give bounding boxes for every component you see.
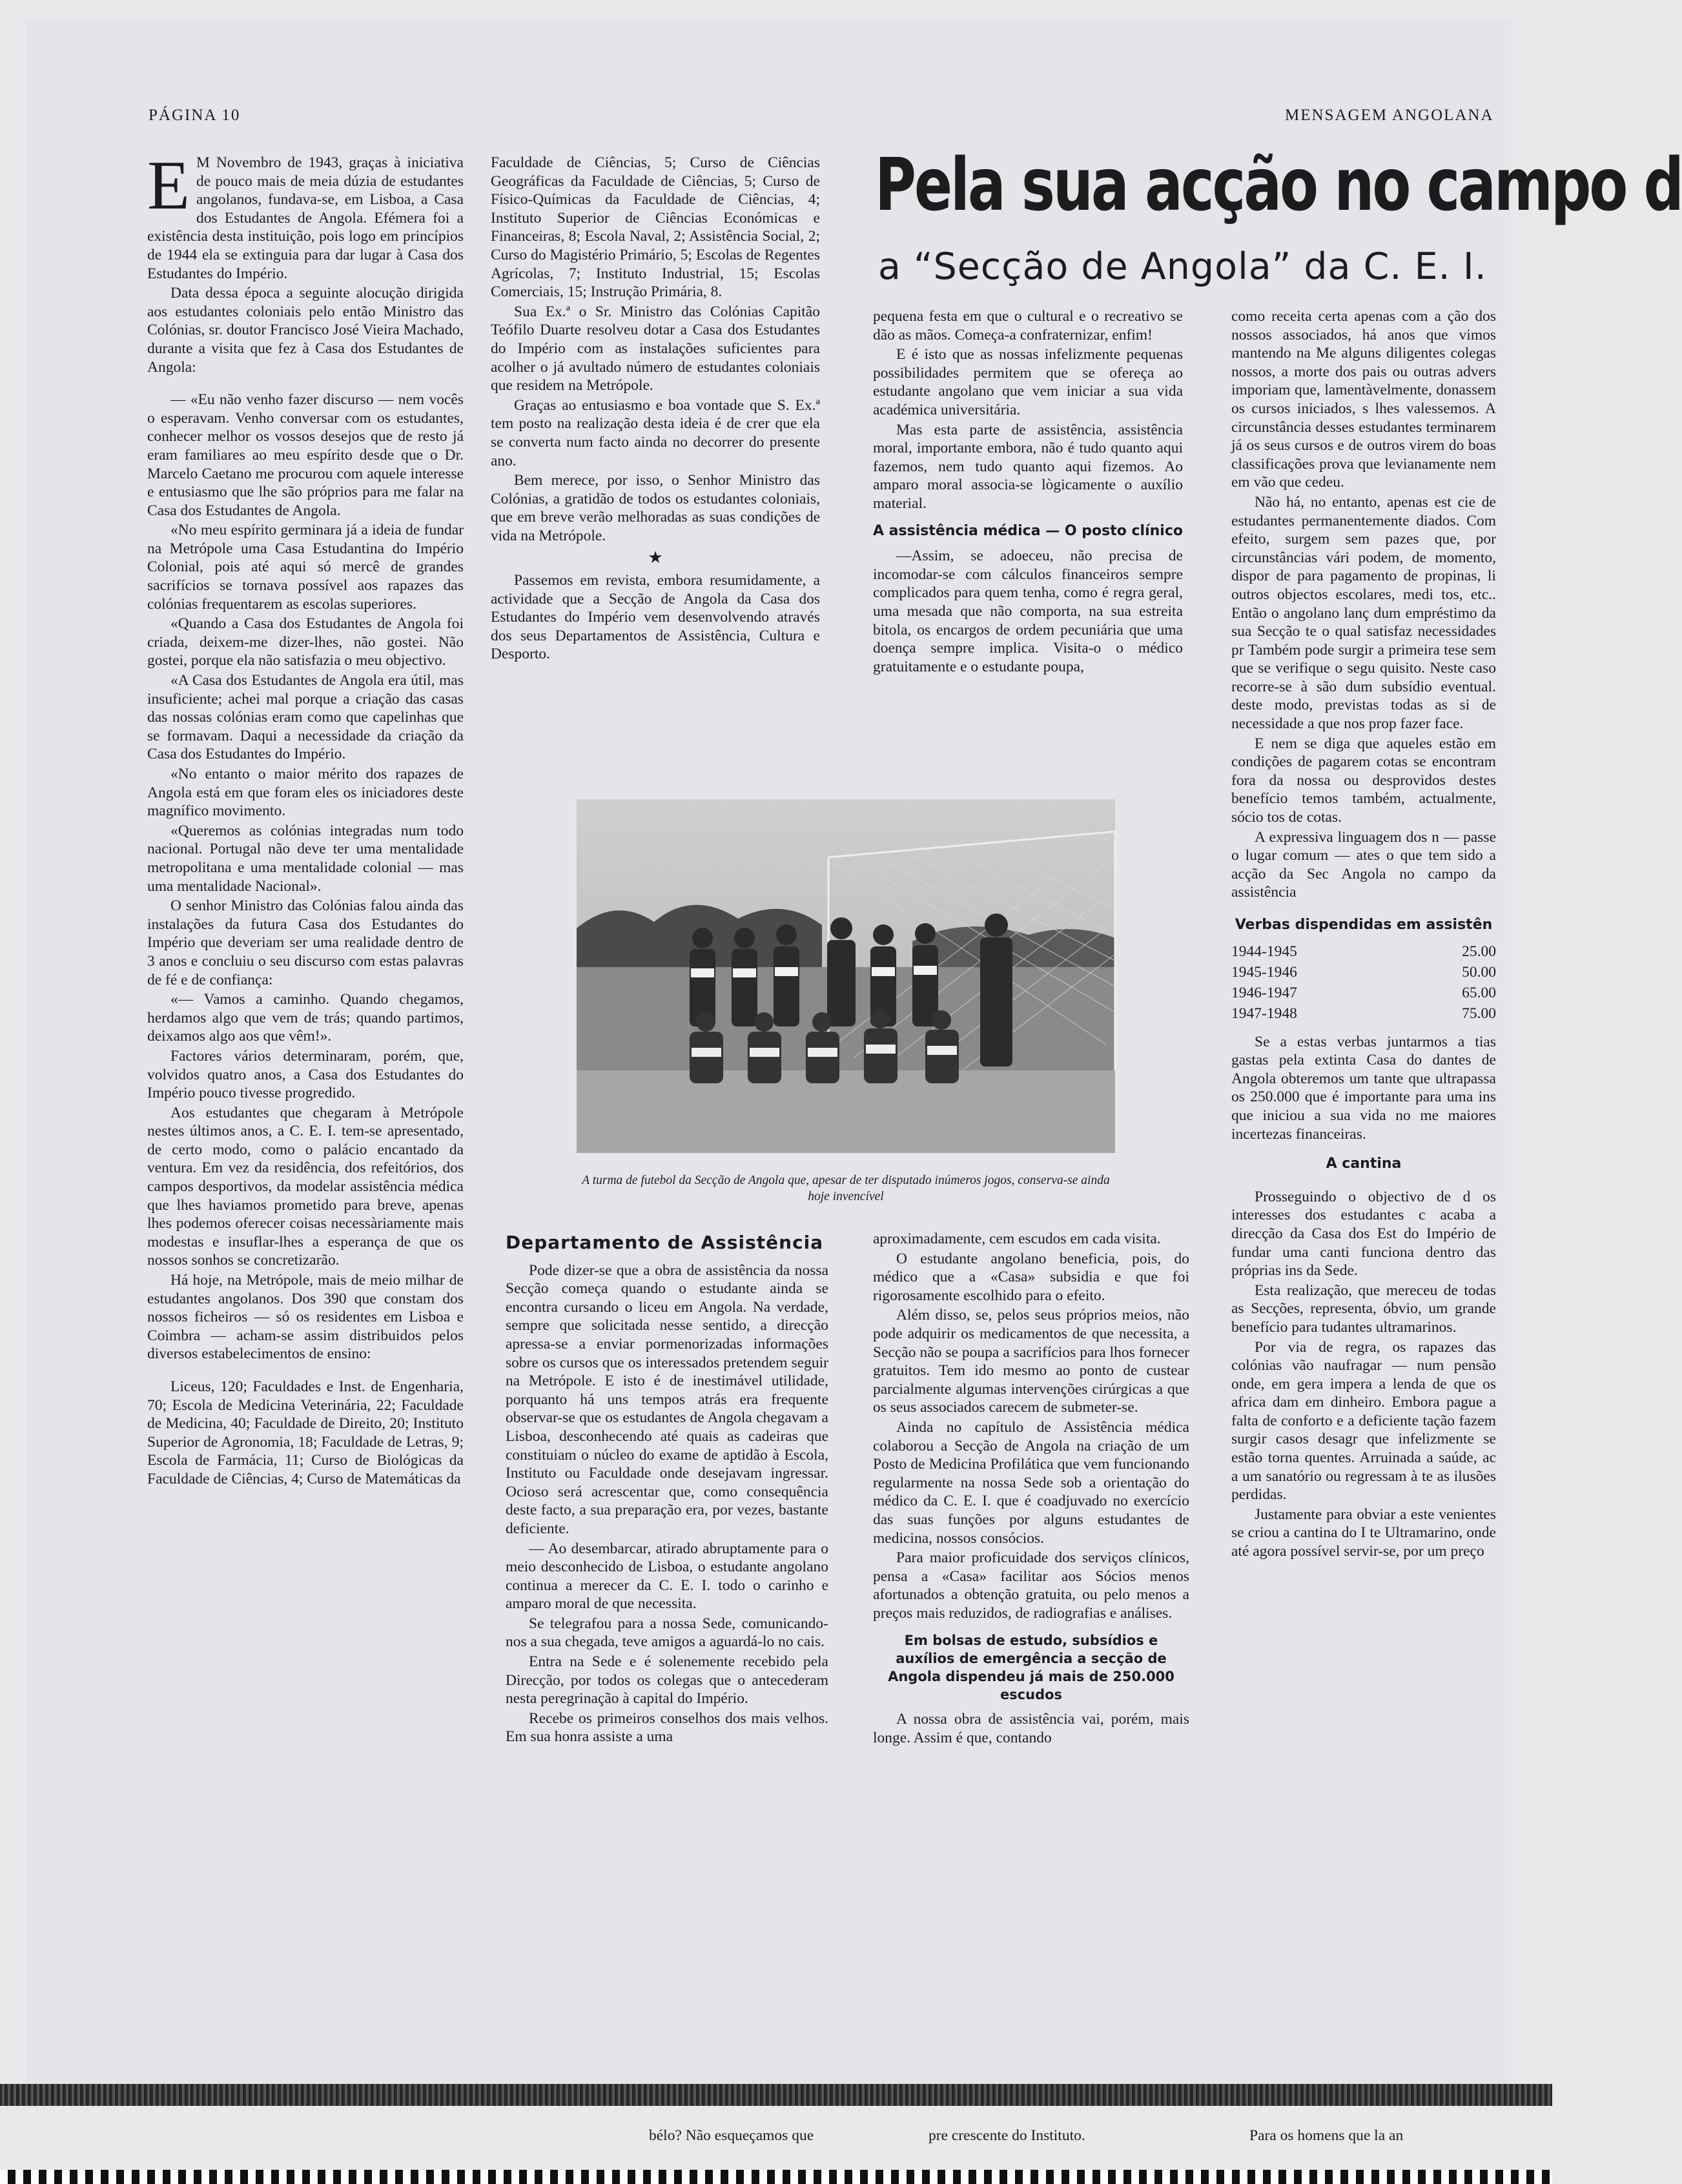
- paragraph: «A Casa dos Estudantes de Angola era útil, mas insuficiente; achei mal porque a criação das casas das nossas colónias eram como que capelinhas que se formavam. Daqui a necessidade da criação da Casa dos Estudantes do Império.: [147, 672, 464, 763]
- next-page-text-left: bélo? Não esqueçamos que: [649, 2127, 814, 2144]
- paragraph: — Ao desembarcar, atirado abruptamente para o meio desconhecido de Lisboa, o estudante angolano continua a merecer da C. E. I. todo o carinho e amparo moral de que necessita.: [506, 1540, 828, 1613]
- paragraph: Se a estas verbas juntarmos a tias gastas pela extinta Casa do dantes de Angola obteremos um tante que ultrapassa os 250.000 que é importante para uma ins que iniciou a sua vida no me maiores incertezas financeiras.: [1231, 1033, 1496, 1143]
- paragraph: Graças ao entusiasmo e boa vontade que S. Ex.ª tem posto na realização desta ideia é de crer que ela se converta num facto ainda no decorrer do presente ano.: [491, 396, 820, 469]
- table-row: [1231, 962, 1496, 983]
- paragraph: «No meu espírito germinara já a ideia de fundar na Metrópole uma Casa Estudantina do Império Colonial, pois até aqui só mercê de grandes sacrifícios se tornava possível aos rapazes das colónias frequentarem as escolas superiores.: [147, 522, 464, 613]
- scale-ruler: [0, 2170, 1552, 2184]
- publication-name: MENSAGEM ANGOLANA: [1285, 107, 1494, 124]
- column-3: [873, 307, 1183, 677]
- subheadline: a “Secção de Angola” da C. E. I.: [878, 245, 1487, 288]
- table-row: [1231, 941, 1496, 962]
- paragraph: Se telegrafou para a nossa Sede, comunicando-nos a sua chegada, teve amigos a aguardá-lo no cais.: [506, 1615, 828, 1651]
- paragraph: Recebe os primeiros conselhos dos mais velhos. Em sua honra assiste a uma: [506, 1709, 828, 1746]
- paragraph: Faculdade de Ciências, 5; Curso de Ciências Geográficas da Faculdade de Ciências, 5; Curso de Físico-Químicas da Faculdade de Ciências, 4; Instituto Superior de Ciências Económicas e Financeiras, 8; Escola Naval, 2; Assistência Social, 2; Curso do Magistério Primário, 5; Escolas de Regentes Agrícolas, 7; Instituto Industrial, 15; Escolas Comerciais, 15; Instrução Primária, 8.: [491, 154, 820, 301]
- paragraph: Bem merece, por isso, o Senhor Ministro das Colónias, a gratidão de todos os estudantes coloniais, que em breve verão melhoradas as suas condições de vida na Metrópole.: [491, 472, 820, 544]
- verbas-title: Verbas dispendidas em assistên: [1235, 917, 1493, 933]
- paragraph: —Assim, se adoeceu, não precisa de incomodar-se com cálculos financeiros sempre complicados para quem tenha, como é regra geral, uma mesada que não comporta, na sua estreita bitola, os encargos de ordem pecuniária que uma doença sempre implica. Visita-o o médico gratuitamente e o estudante poupa,: [873, 547, 1183, 675]
- paragraph: A expressiva linguagem dos n — passe o lugar comum — ates o que tem sido a acção da Sec Angola no campo da assistência: [1231, 828, 1496, 901]
- star-divider: ★: [648, 548, 663, 567]
- section-subtitle: A assistência médica — O posto clínico: [873, 522, 1183, 539]
- next-page-text-middle: pre crescente do Instituto.: [928, 2127, 1085, 2144]
- paragraph: E é isto que as nossas infelizmente pequenas possibilidades permitem que se ofereça ao estudante angolano que vem iniciar a sua vida académica universitária.: [873, 346, 1183, 418]
- paragraph: aproximadamente, cem escudos em cada visita.: [873, 1230, 1161, 1247]
- paragraph: M Novembro de 1943, graças à iniciativa de pouco mais de meia dúzia de estudantes angolanos, fundava-se, em Lisboa, a Casa dos Estudantes de Angola. Efémera foi a existência desta instituição, pois logo em princípios de 1944 ela se extinguia para dar lugar à Casa dos Estudantes do Império.: [147, 154, 464, 282]
- section-title: Departamento de Assistência: [506, 1232, 824, 1253]
- verbas-table: [1231, 941, 1496, 1024]
- paragraph: Passemos em revista, embora resumidamente, a actividade que a Secção de Angola da Casa dos Estudantes do Império vem desenvolvendo através dos seus Departamentos de Assistência, Cultura e Desporto.: [491, 572, 820, 663]
- paragraph: «— Vamos a caminho. Quando chegamos, herdamos algo que vem de trás; quando partimos, deixamos algo aos que vêm!».: [147, 991, 464, 1045]
- column-1: [147, 147, 464, 1490]
- paragraph: Data dessa época a seguinte alocução dirigida aos estudantes coloniais pelo então Ministro das Colónias, sr. doutor Francisco José Vieira Machado, durante a visita que fez à Casa dos Estudantes de Angola:: [147, 285, 464, 376]
- paragraph: «Queremos as colónias integradas num todo nacional. Portugal não deve ter uma mentalidade metropolitana e uma mentalidade colonial — mas uma mentalidade Nacional».: [147, 822, 464, 895]
- year-cell: 1946-1947: [1231, 984, 1297, 1001]
- paragraph: Mas esta parte de assistência, assistência moral, importante embora, não é tudo quanto aqui fazemos, nem tudo quanto aqui fizemos. Ao amparo moral associa-se lògicamente o auxílio material.: [873, 421, 1183, 512]
- year-cell: 1944-1945: [1231, 943, 1297, 960]
- photo-caption: A turma de futebol da Secção de Angola que, apesar de ter disputado inúmeros jogos, conserva-se ainda hoje invencível: [582, 1174, 1110, 1203]
- page-edge-shadow: [0, 2084, 1552, 2106]
- paragraph: Justamente para obviar a este venientes se criou a cantina do I te Ultramarino, onde até agora possível servir-se, por um preço: [1231, 1505, 1496, 1560]
- paragraph: Aos estudantes que chegaram à Metrópole nestes últimos anos, a C. E. I. tem-se apresentado, de certo modo, como o palácio encantado da ventura. Em vez da residência, dos refeitórios, dos campos desportivos, da modelar assistência médica que lhes haviamos prometido para breve, apenas lhes podemos oferecer coisas necessàriamente mais modestas e insuflar-lhes a esperança de que os nossos sonhos se concretizarão.: [147, 1104, 464, 1269]
- section-subtitle: Em bolsas de estudo, subsídios e auxílios de emergência a secção de Angola dispendeu já mais de 250.000 escudos: [888, 1633, 1174, 1703]
- paragraph: Há hoje, na Metrópole, mais de meio milhar de estudantes angolanos. Dos 390 que constam dos nossos ficheiros — só os residentes em Lisboa e Coimbra — acham-se assim distribuidos pelos diversos estabelecimentos de ensino:: [147, 1272, 464, 1363]
- paragraph: «Quando a Casa dos Estudantes de Angola foi criada, deixem-me dizer-lhes, não gostei. Não gostei, porque ela não satisfazia o meu objectivo.: [147, 615, 464, 669]
- team-photo-image: [577, 799, 1115, 1153]
- amount-cell: 65.00: [1462, 984, 1496, 1001]
- table-row: [1231, 983, 1496, 1003]
- paragraph: A nossa obra de assistência vai, porém, mais longe. Assim é que, contando: [873, 1711, 1189, 1747]
- headline: Pela sua acção no campo d: [875, 143, 1682, 227]
- paragraph: Além disso, se, pelos seus próprios meios, não pode adquirir os medicamentos de que necessita, a Secção não se poupa a sacrifícios para lhos fornecer gratuitos. Tem ido mesmo ao ponto de custear parcialmente algumas intervenções cirúrgicas a que os seus associados carecem de submeter-se.: [873, 1307, 1189, 1416]
- paragraph: O senhor Ministro das Colónias falou ainda das instalações da futura Casa dos Estudantes do Império que deveriam ser uma realidade dentro de 3 anos e concluiu o seu discurso com estas palavras de fé e de confiança:: [147, 897, 464, 988]
- year-cell: 1947-1948: [1231, 1005, 1297, 1022]
- paragraph: Prosseguindo o objectivo de d os interesses dos estudantes c acaba a direcção da Casa dos Est do Império de fundar uma canti funciona dentro das próprias ins da Sede.: [1231, 1188, 1496, 1280]
- paragraph: O estudante angolano beneficia, pois, do médico que a «Casa» subsidia e que foi rigorosamente escolhido para o efeito.: [873, 1250, 1189, 1304]
- paragraph: Por via de regra, os rapazes das colónias vão naufragar — num pensão onde, em gera impera a lenda de que os africa dam em dinheiro. Embora pague a falta de conforto e a deficiente tação fazem surgir casos desagr que infelizmente se estão torna quentes. Arruinada a saúde, ac a um sanatório ou regressam à te as ilusões perdidas.: [1231, 1338, 1496, 1504]
- paragraph: Não há, no entanto, apenas est cie de estudantes permanentemente diados. Com efeito, surgem sem pazes que, por circunstâncias vári podem, de momento, dispor de para pagamento de propinas, li outros objectos escolares, medi tos, etc.. Então o angolano lanç dum empréstimo da sua Secção te o qual satisfaz necessidades pr Também pode surgir a primeira tese sem que se verifique o segu quisito. Neste caso recorre-se à são dum subsídio eventual. deste modo, previstas todas as si de necessidade a que nos prop fazer face.: [1231, 493, 1496, 733]
- paragraph: Ainda no capítulo de Assistência médica colaborou a Secção de Angola na criação de um Posto de Medicina Profilática que vem funcionando regularmente na nossa Sede sob a orientação do médico da C. E. I. que é coadjuvado no exercício das suas funções por alguns estudantes de medicina, nossos consócios.: [873, 1418, 1189, 1547]
- team-photo: [577, 799, 1115, 1153]
- paragraph: pequena festa em que o cultural e o recreativo se dão as mãos. Começa-a confraternizar, enfim!: [873, 308, 1183, 343]
- drop-cap: E: [147, 147, 190, 224]
- year-cell: 1945-1946: [1231, 963, 1297, 981]
- paragraph: Para maior proficuidade dos serviços clínicos, pensa a «Casa» facilitar aos Sócios menos afortunados a obtenção gratuita, ou pelo menos a preços mais reduzidos, de radiografias e análises.: [873, 1549, 1189, 1622]
- paragraph: Pode dizer-se que a obra de assistência da nossa Secção começa quando o estudante ainda se encontra cursando o liceu em Angola. Na verdade, sempre que solicitada nesse sentido, a direcção apressa-se a enviar pormenorizadas informações sobre os cursos que os interessados pretendem seguir na Metrópole. E isto é de inestimável utilidade, porquanto há uns tempos atrás era frequente observar-se que os estudantes de Angola chegavam a Lisboa, desconhecendo até quais as cadeiras que constituiam o núcleo do exame de aptidão à Escola, Instituto ou Faculdade onde desejavam ingressar. Ocioso será acrescentar que, como consequência deste facto, a sua preparação era, por vezes, bastante deficiente.: [506, 1261, 828, 1537]
- section-subtitle: A cantina: [1326, 1156, 1402, 1172]
- table-row: [1231, 1003, 1496, 1024]
- paragraph: «No entanto o maior mérito dos rapazes de Angola está em que foram eles os iniciadores deste magnífico movimento.: [147, 766, 464, 820]
- paragraph: Entra na Sede e é solenemente recebido pela Direcção, por todos os colegas que o antecederam nesta peregrinação à capital do Império.: [506, 1653, 828, 1708]
- next-page-text-right: Para os homens que la an: [1249, 2127, 1404, 2144]
- paragraph: como receita certa apenas com a ção dos nossos associados, há anos que vimos mantendo na Me alguns diligentes colegas nossos, a morte dos pais ou outras advers imporiam que, lamentàvelmente, donassem os cursos iniciados, s lhes valessemos. A circunstância desses estudantes terminarem já os seus cursos e de outros virem do boas classificações prova que levianamente nem em vão que cedeu.: [1231, 308, 1496, 491]
- column-4: [1231, 307, 1496, 1954]
- column-2: [491, 154, 820, 665]
- paragraph: Liceus, 120; Faculdades e Inst. de Engenharia, 70; Escola de Medicina Veterinária, 22; Faculdade de Medicina, 40; Faculdade de Direito, 20; Instituto Superior de Agronomia, 18; Faculdade de Letras, 9; Escola de Farmácia, 11; Curso de Biológicas da Faculdade de Ciências, 4; Curso de Matemáticas da: [147, 1378, 464, 1487]
- paragraph: Sua Ex.ª o Sr. Ministro das Colónias Capitão Teófilo Duarte resolveu dotar a Casa dos Estudantes do Império com as instalações suficientes para acolher o já avultado número de estudantes coloniais que residem na Metrópole.: [491, 303, 820, 394]
- paragraph: — «Eu não venho fazer discurso — nem vocês o esperavam. Venho conversar com os estudantes, conhecer melhor os vossos desejos que de resto já eram familiares ao meu espírito desde que o Dr. Marcelo Caetano me procurou com aquele interesse e entusiasmo que lhe são próprios para me falar na Casa dos Estudantes de Angola.: [147, 391, 464, 519]
- paragraph: E nem se diga que aqueles estão em condições de pagarem cotas se encontram fora da nossa ou desprovidos destes benefício temos também, actualmente, sócio tos de cotas.: [1231, 735, 1496, 826]
- page-number: PÁGINA 10: [149, 107, 241, 124]
- amount-cell: 25.00: [1462, 943, 1496, 960]
- paragraph: Factores vários determinaram, porém, que, volvidos quatro anos, a Casa dos Estudantes do Império pouco tivesse progredido.: [147, 1047, 464, 1102]
- paragraph: Esta realização, que mereceu de todas as Secções, representa, óbvio, um grande benefício para tudantes ultramarinos.: [1231, 1281, 1496, 1336]
- column-3-lower: [873, 1230, 1189, 1749]
- amount-cell: 75.00: [1462, 1005, 1496, 1022]
- amount-cell: 50.00: [1462, 963, 1496, 981]
- column-2-lower: [506, 1230, 828, 1748]
